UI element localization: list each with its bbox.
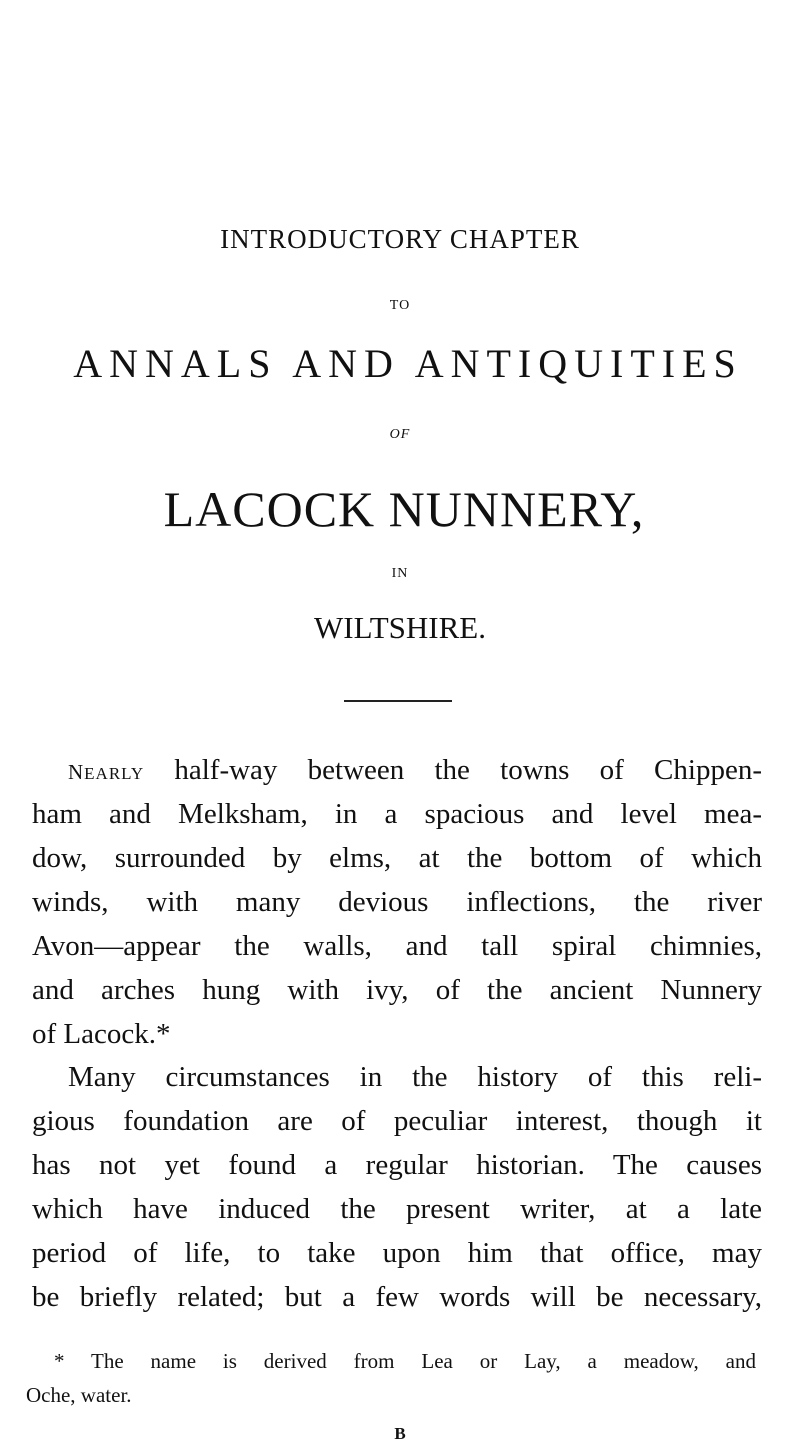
signature-mark: B [394, 1424, 406, 1443]
book-title-lacock: LACOCK NUNNERY, [163, 481, 645, 537]
paragraph-line: which have induced the present writer, at a late [32, 1193, 762, 1225]
title-connector-of: OF [389, 427, 411, 442]
book-title-annals: ANNALS AND ANTIQUITIES [73, 341, 743, 386]
title-connector-to: TO [389, 298, 411, 313]
chapter-heading: INTRODUCTORY CHAPTER [220, 224, 580, 254]
footnote-line: * The name is derived from Lea or Lay, a meadow, and [54, 1349, 756, 1373]
paragraph-line: winds, with many devious inflections, the river [32, 886, 762, 918]
paragraph-line: period of life, to take upon him that office, may [32, 1237, 762, 1269]
paragraph-line: ham and Melksham, in a spacious and level mea- [32, 798, 762, 830]
title-connector-in: IN [391, 566, 409, 581]
paragraph-2 [32, 1055, 762, 1319]
paragraph-line: Many circumstances in the history of this reli- [68, 1061, 762, 1093]
paragraph-line: NEARLY half-way between the towns of Chippen- [68, 754, 762, 786]
paragraph-line: dow, surrounded by elms, at the bottom of which [32, 842, 762, 874]
paragraph-line: of Lacock.* [32, 1018, 171, 1050]
book-title-wiltshire: WILTSHIRE. [314, 610, 486, 645]
footnote [26, 1344, 756, 1412]
lead-word: NEARLY [68, 760, 145, 784]
paragraph-line: gious foundation are of peculiar interest, though it [32, 1105, 762, 1137]
paragraph-1 [32, 748, 762, 1056]
paragraph-line: has not yet found a regular historian. The causes [32, 1149, 762, 1181]
paragraph-line: Avon—appear the walls, and tall spiral chimnies, [32, 930, 762, 962]
title-divider-rule [344, 700, 452, 702]
paragraph-line: be briefly related; but a few words will be necessary, [32, 1281, 762, 1313]
footnote-line: Oche, water. [26, 1383, 132, 1407]
paragraph-line: and arches hung with ivy, of the ancient Nunnery [32, 974, 762, 1006]
